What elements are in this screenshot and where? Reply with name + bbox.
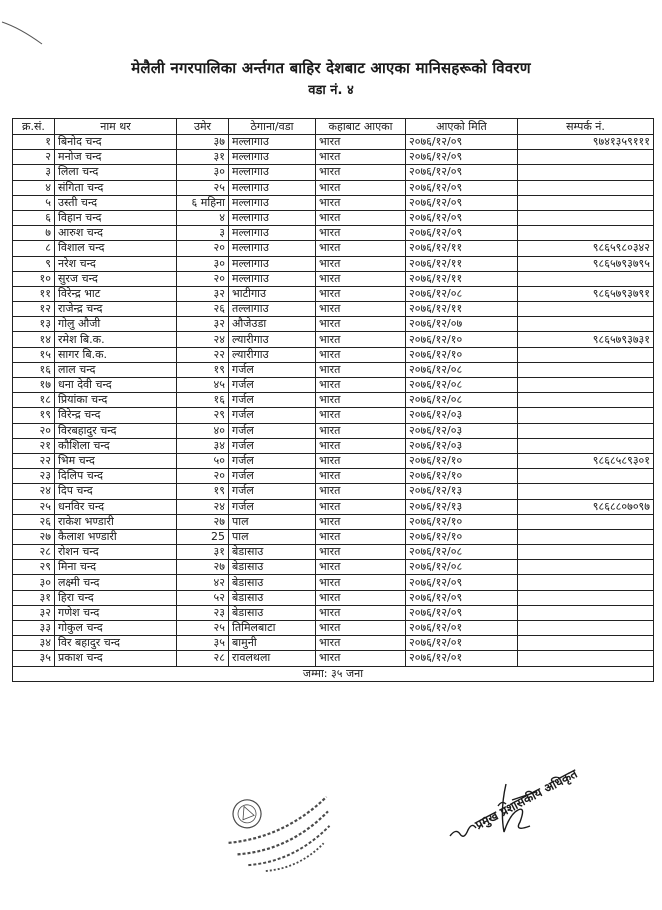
address-cell: मल्लागाउ bbox=[229, 256, 316, 271]
address-cell: गर्जल bbox=[229, 408, 316, 423]
arrival-date-cell: २०७६/१२/०३ bbox=[406, 438, 518, 453]
address-cell: गर्जल bbox=[229, 423, 316, 438]
contact-cell bbox=[518, 484, 654, 499]
ward-number: वडा नं. ४ bbox=[308, 83, 354, 98]
returnees-table bbox=[12, 118, 654, 682]
name-cell: रोशन चन्द bbox=[55, 545, 177, 560]
contact-cell: ९८६५७९३७९५ bbox=[518, 256, 654, 271]
arrival-date-cell: २०७६/१२/०८ bbox=[406, 560, 518, 575]
age-cell: ४२ bbox=[177, 575, 229, 590]
address-cell: मल्लागाउ bbox=[229, 195, 316, 210]
age-cell: ३२ bbox=[177, 286, 229, 301]
arrival-date-cell: २०७६/१२/०८ bbox=[406, 393, 518, 408]
serial-cell: २९ bbox=[13, 560, 55, 575]
table-row bbox=[13, 423, 654, 438]
arrival-date-cell: २०७६/१२/१० bbox=[406, 529, 518, 544]
serial-cell: ६ bbox=[13, 210, 55, 225]
table-row bbox=[13, 469, 654, 484]
came-from-cell: भारत bbox=[316, 378, 406, 393]
contact-cell bbox=[518, 302, 654, 317]
age-cell: १६ bbox=[177, 393, 229, 408]
arrival-date-cell: २०७६/१२/११ bbox=[406, 241, 518, 256]
serial-cell: १२ bbox=[13, 302, 55, 317]
arrival-date-cell: २०७६/१२/०९ bbox=[406, 165, 518, 180]
name-cell: आरुश चन्द bbox=[55, 226, 177, 241]
came-from-cell: भारत bbox=[316, 210, 406, 225]
came-from-cell: भारत bbox=[316, 590, 406, 605]
serial-cell: २० bbox=[13, 423, 55, 438]
serial-cell: १४ bbox=[13, 332, 55, 347]
column-header-name: नाम थर bbox=[55, 119, 177, 135]
name-cell: प्रियांका चन्द bbox=[55, 393, 177, 408]
arrival-date-cell: २०७६/१२/०७ bbox=[406, 317, 518, 332]
table-row bbox=[13, 378, 654, 393]
contact-cell bbox=[518, 317, 654, 332]
arrival-date-cell: २०७६/१२/०१ bbox=[406, 636, 518, 651]
age-cell: २४ bbox=[177, 499, 229, 514]
arrival-date-cell: २०७६/१२/०९ bbox=[406, 150, 518, 165]
serial-cell: १६ bbox=[13, 362, 55, 377]
age-cell: ६ महिना bbox=[177, 195, 229, 210]
came-from-cell: भारत bbox=[316, 393, 406, 408]
came-from-cell: भारत bbox=[316, 651, 406, 666]
age-cell: २६ bbox=[177, 302, 229, 317]
arrival-date-cell: २०७६/१२/०९ bbox=[406, 180, 518, 195]
address-cell: मल्लागाउ bbox=[229, 210, 316, 225]
table-row bbox=[13, 286, 654, 301]
arrival-date-cell: २०७६/१२/०९ bbox=[406, 210, 518, 225]
serial-cell: २३ bbox=[13, 469, 55, 484]
name-cell: गोकुल चन्द bbox=[55, 621, 177, 636]
table-row bbox=[13, 529, 654, 544]
table-row bbox=[13, 499, 654, 514]
arrival-date-cell: २०७६/१२/१० bbox=[406, 453, 518, 468]
arrival-date-cell: २०७६/१२/०९ bbox=[406, 605, 518, 620]
age-cell: ४ bbox=[177, 210, 229, 225]
came-from-cell: भारत bbox=[316, 135, 406, 150]
serial-cell: २८ bbox=[13, 545, 55, 560]
table-row bbox=[13, 636, 654, 651]
column-header-came-from: कहाबाट आएका bbox=[316, 119, 406, 135]
address-cell: गर्जल bbox=[229, 438, 316, 453]
signature-caption: प्रमुख प्रशासकीय अधिकृत bbox=[472, 766, 580, 833]
serial-cell: ५ bbox=[13, 195, 55, 210]
age-cell: ३४ bbox=[177, 438, 229, 453]
name-cell: नरेश चन्द bbox=[55, 256, 177, 271]
contact-cell bbox=[518, 575, 654, 590]
address-cell: औजेउडा bbox=[229, 317, 316, 332]
name-cell: राकेश भण्डारी bbox=[55, 514, 177, 529]
serial-cell: ३३ bbox=[13, 621, 55, 636]
table-row bbox=[13, 150, 654, 165]
came-from-cell: भारत bbox=[316, 484, 406, 499]
serial-cell: ३ bbox=[13, 165, 55, 180]
arrival-date-cell: २०७६/१२/१३ bbox=[406, 484, 518, 499]
table-row bbox=[13, 302, 654, 317]
age-cell: ३१ bbox=[177, 150, 229, 165]
name-cell: मिना चन्द bbox=[55, 560, 177, 575]
age-cell: १९ bbox=[177, 362, 229, 377]
arrival-date-cell: २०७६/१२/११ bbox=[406, 302, 518, 317]
table-row bbox=[13, 605, 654, 620]
age-cell: २७ bbox=[177, 514, 229, 529]
age-cell: २० bbox=[177, 469, 229, 484]
contact-cell bbox=[518, 378, 654, 393]
name-cell: संगिता चन्द bbox=[55, 180, 177, 195]
contact-cell: ९७४१३५९१११ bbox=[518, 135, 654, 150]
came-from-cell: भारत bbox=[316, 195, 406, 210]
age-cell: २७ bbox=[177, 560, 229, 575]
came-from-cell: भारत bbox=[316, 636, 406, 651]
came-from-cell: भारत bbox=[316, 165, 406, 180]
arrival-date-cell: २०७६/१२/११ bbox=[406, 271, 518, 286]
contact-cell bbox=[518, 210, 654, 225]
name-cell: विर बहादुर चन्द bbox=[55, 636, 177, 651]
arrival-date-cell: २०७६/१२/१० bbox=[406, 514, 518, 529]
table-row bbox=[13, 180, 654, 195]
serial-cell: ३२ bbox=[13, 605, 55, 620]
came-from-cell: भारत bbox=[316, 241, 406, 256]
name-cell: विरेन्द्र भाट bbox=[55, 286, 177, 301]
address-cell: तिमिलबाटा bbox=[229, 621, 316, 636]
table-row bbox=[13, 514, 654, 529]
serial-cell: ११ bbox=[13, 286, 55, 301]
column-header-age: उमेर bbox=[177, 119, 229, 135]
came-from-cell: भारत bbox=[316, 302, 406, 317]
column-header-address: ठेगाना/वडा bbox=[229, 119, 316, 135]
name-cell: धनविर चन्द bbox=[55, 499, 177, 514]
came-from-cell: भारत bbox=[316, 408, 406, 423]
name-cell: लिला चन्द bbox=[55, 165, 177, 180]
address-cell: तल्लागाउ bbox=[229, 302, 316, 317]
name-cell: धना देवी चन्द bbox=[55, 378, 177, 393]
age-cell: ५० bbox=[177, 453, 229, 468]
table-row bbox=[13, 545, 654, 560]
contact-cell bbox=[518, 651, 654, 666]
total-row bbox=[13, 666, 654, 681]
arrival-date-cell: २०७६/१२/०१ bbox=[406, 651, 518, 666]
serial-cell: २१ bbox=[13, 438, 55, 453]
age-cell: ३० bbox=[177, 256, 229, 271]
address-cell: गर्जल bbox=[229, 499, 316, 514]
name-cell: दिलिप चन्द bbox=[55, 469, 177, 484]
contact-cell bbox=[518, 195, 654, 210]
arrival-date-cell: २०७६/१२/१० bbox=[406, 469, 518, 484]
serial-cell: ८ bbox=[13, 241, 55, 256]
column-header-contact: सम्पर्क नं. bbox=[518, 119, 654, 135]
address-cell: बेडासाउ bbox=[229, 605, 316, 620]
table-row bbox=[13, 651, 654, 666]
contact-cell: ९८६५७९३७९१ bbox=[518, 286, 654, 301]
address-cell: मल्लागाउ bbox=[229, 135, 316, 150]
arrival-date-cell: २०७६/१२/०८ bbox=[406, 378, 518, 393]
serial-cell: ४ bbox=[13, 180, 55, 195]
serial-cell: ३४ bbox=[13, 636, 55, 651]
age-cell: ४० bbox=[177, 423, 229, 438]
came-from-cell: भारत bbox=[316, 469, 406, 484]
table-row bbox=[13, 135, 654, 150]
address-cell: गर्जल bbox=[229, 453, 316, 468]
name-cell: विरबहादुर चन्द bbox=[55, 423, 177, 438]
came-from-cell: भारत bbox=[316, 453, 406, 468]
serial-cell: ९ bbox=[13, 256, 55, 271]
contact-cell bbox=[518, 423, 654, 438]
name-cell: उस्ती चन्द bbox=[55, 195, 177, 210]
age-cell: ५२ bbox=[177, 590, 229, 605]
address-cell: बेडासाउ bbox=[229, 590, 316, 605]
serial-cell: २ bbox=[13, 150, 55, 165]
address-cell: बामुनी bbox=[229, 636, 316, 651]
name-cell: लाल चन्द bbox=[55, 362, 177, 377]
table-row bbox=[13, 256, 654, 271]
age-cell: ३० bbox=[177, 165, 229, 180]
official-signature bbox=[440, 770, 590, 880]
contact-cell bbox=[518, 362, 654, 377]
table-row bbox=[13, 195, 654, 210]
name-cell: रमेश बि.क. bbox=[55, 332, 177, 347]
address-cell: गर्जल bbox=[229, 484, 316, 499]
serial-cell: १५ bbox=[13, 347, 55, 362]
contact-cell bbox=[518, 271, 654, 286]
came-from-cell: भारत bbox=[316, 499, 406, 514]
name-cell: राजेन्द्र चन्द bbox=[55, 302, 177, 317]
name-cell: कैलाश भण्डारी bbox=[55, 529, 177, 544]
column-header-arrival-date: आएको मिति bbox=[406, 119, 518, 135]
name-cell: मनोज चन्द bbox=[55, 150, 177, 165]
contact-cell bbox=[518, 621, 654, 636]
serial-cell: २६ bbox=[13, 514, 55, 529]
column-header-serial: क्र.सं. bbox=[13, 119, 55, 135]
name-cell: गोलु औजी bbox=[55, 317, 177, 332]
table-row bbox=[13, 226, 654, 241]
contact-cell bbox=[518, 529, 654, 544]
serial-cell: ३५ bbox=[13, 651, 55, 666]
came-from-cell: भारत bbox=[316, 621, 406, 636]
arrival-date-cell: २०७६/१२/१० bbox=[406, 347, 518, 362]
arrival-date-cell: २०७६/१२/०९ bbox=[406, 195, 518, 210]
address-cell: गर्जल bbox=[229, 469, 316, 484]
name-cell: विशाल चन्द bbox=[55, 241, 177, 256]
table-row bbox=[13, 621, 654, 636]
table-row bbox=[13, 362, 654, 377]
contact-cell bbox=[518, 408, 654, 423]
name-cell: भिम चन्द bbox=[55, 453, 177, 468]
address-cell: मल्लागाउ bbox=[229, 165, 316, 180]
table-row bbox=[13, 332, 654, 347]
table-row bbox=[13, 560, 654, 575]
age-cell: २२ bbox=[177, 347, 229, 362]
came-from-cell: भारत bbox=[316, 575, 406, 590]
age-cell: २० bbox=[177, 271, 229, 286]
came-from-cell: भारत bbox=[316, 332, 406, 347]
came-from-cell: भारत bbox=[316, 545, 406, 560]
age-cell: ४५ bbox=[177, 378, 229, 393]
address-cell: मल्लागाउ bbox=[229, 241, 316, 256]
arrival-date-cell: २०७६/१२/०९ bbox=[406, 226, 518, 241]
age-cell: २९ bbox=[177, 408, 229, 423]
arrival-date-cell: २०७६/१२/०९ bbox=[406, 590, 518, 605]
contact-cell bbox=[518, 226, 654, 241]
address-cell: गर्जल bbox=[229, 362, 316, 377]
address-cell: रावलथला bbox=[229, 651, 316, 666]
name-cell: दिप चन्द bbox=[55, 484, 177, 499]
serial-cell: २५ bbox=[13, 499, 55, 514]
came-from-cell: भारत bbox=[316, 529, 406, 544]
contact-cell bbox=[518, 560, 654, 575]
came-from-cell: भारत bbox=[316, 180, 406, 195]
arrival-date-cell: २०७६/१२/०३ bbox=[406, 408, 518, 423]
age-cell: २८ bbox=[177, 651, 229, 666]
table-row bbox=[13, 453, 654, 468]
arrival-date-cell: २०७६/१२/०९ bbox=[406, 135, 518, 150]
name-cell: सागर बि.क. bbox=[55, 347, 177, 362]
name-cell: सुरज चन्द bbox=[55, 271, 177, 286]
age-cell: १९ bbox=[177, 484, 229, 499]
age-cell: २३ bbox=[177, 605, 229, 620]
address-cell: पाल bbox=[229, 529, 316, 544]
address-cell: मल्लागाउ bbox=[229, 226, 316, 241]
table-row bbox=[13, 393, 654, 408]
contact-cell bbox=[518, 347, 654, 362]
address-cell: बेडासाउ bbox=[229, 545, 316, 560]
arrival-date-cell: २०७६/१२/०८ bbox=[406, 362, 518, 377]
address-cell: मल्लागाउ bbox=[229, 180, 316, 195]
serial-cell: २४ bbox=[13, 484, 55, 499]
name-cell: प्रकाश चन्द bbox=[55, 651, 177, 666]
came-from-cell: भारत bbox=[316, 271, 406, 286]
address-cell: ल्यारीगाउ bbox=[229, 347, 316, 362]
table-row bbox=[13, 241, 654, 256]
arrival-date-cell: २०७६/१२/०१ bbox=[406, 621, 518, 636]
contact-cell: ९८६८८०७०९७ bbox=[518, 499, 654, 514]
came-from-cell: भारत bbox=[316, 560, 406, 575]
table-row bbox=[13, 317, 654, 332]
serial-cell: १३ bbox=[13, 317, 55, 332]
name-cell: विरेन्द्र चन्द bbox=[55, 408, 177, 423]
table-row bbox=[13, 347, 654, 362]
serial-cell: १९ bbox=[13, 408, 55, 423]
table-header-row bbox=[13, 119, 654, 135]
age-cell: २५ bbox=[177, 621, 229, 636]
contact-cell bbox=[518, 165, 654, 180]
serial-cell: १८ bbox=[13, 393, 55, 408]
table-row bbox=[13, 590, 654, 605]
age-cell: ३७ bbox=[177, 135, 229, 150]
address-cell: पाल bbox=[229, 514, 316, 529]
came-from-cell: भारत bbox=[316, 256, 406, 271]
came-from-cell: भारत bbox=[316, 362, 406, 377]
contact-cell bbox=[518, 469, 654, 484]
table-row bbox=[13, 484, 654, 499]
address-cell: मल्लागाउ bbox=[229, 150, 316, 165]
table-row bbox=[13, 438, 654, 453]
serial-cell: १७ bbox=[13, 378, 55, 393]
serial-cell: ७ bbox=[13, 226, 55, 241]
serial-cell: ३१ bbox=[13, 590, 55, 605]
table-row bbox=[13, 165, 654, 180]
name-cell: गणेश चन्द bbox=[55, 605, 177, 620]
arrival-date-cell: २०७६/१२/११ bbox=[406, 256, 518, 271]
table-row bbox=[13, 271, 654, 286]
arrival-date-cell: २०७६/१२/१३ bbox=[406, 499, 518, 514]
name-cell: हिरा चन्द bbox=[55, 590, 177, 605]
came-from-cell: भारत bbox=[316, 286, 406, 301]
municipality-seal bbox=[222, 776, 342, 886]
address-cell: गर्जल bbox=[229, 393, 316, 408]
table-body bbox=[13, 135, 654, 667]
address-cell: मल्लागाउ bbox=[229, 271, 316, 286]
arrival-date-cell: २०७६/१२/०८ bbox=[406, 286, 518, 301]
contact-cell bbox=[518, 180, 654, 195]
table-row bbox=[13, 575, 654, 590]
name-cell: लक्ष्मी चन्द bbox=[55, 575, 177, 590]
contact-cell: ९८६८५८९३०१ bbox=[518, 453, 654, 468]
corner-scribble bbox=[0, 0, 60, 50]
came-from-cell: भारत bbox=[316, 150, 406, 165]
came-from-cell: भारत bbox=[316, 423, 406, 438]
contact-cell bbox=[518, 545, 654, 560]
came-from-cell: भारत bbox=[316, 438, 406, 453]
table-row bbox=[13, 408, 654, 423]
came-from-cell: भारत bbox=[316, 347, 406, 362]
table-row bbox=[13, 210, 654, 225]
contact-cell bbox=[518, 150, 654, 165]
contact-cell bbox=[518, 605, 654, 620]
contact-cell bbox=[518, 590, 654, 605]
serial-cell: १० bbox=[13, 271, 55, 286]
contact-cell bbox=[518, 514, 654, 529]
contact-cell bbox=[518, 393, 654, 408]
address-cell: गर्जल bbox=[229, 378, 316, 393]
arrival-date-cell: २०७६/१२/०९ bbox=[406, 575, 518, 590]
contact-cell bbox=[518, 636, 654, 651]
address-cell: भाटीगाउ bbox=[229, 286, 316, 301]
serial-cell: २७ bbox=[13, 529, 55, 544]
age-cell: 25 bbox=[177, 529, 229, 544]
name-cell: विहान चन्द bbox=[55, 210, 177, 225]
address-cell: ल्यारीगाउ bbox=[229, 332, 316, 347]
age-cell: ३५ bbox=[177, 636, 229, 651]
name-cell: कौशिला चन्द bbox=[55, 438, 177, 453]
arrival-date-cell: २०७६/१२/१० bbox=[406, 332, 518, 347]
contact-cell: ९८६५७९३७३१ bbox=[518, 332, 654, 347]
address-cell: बेडासाउ bbox=[229, 560, 316, 575]
total-count: जम्मा: ३५ जना bbox=[13, 666, 654, 681]
contact-cell bbox=[518, 438, 654, 453]
came-from-cell: भारत bbox=[316, 226, 406, 241]
serial-cell: १ bbox=[13, 135, 55, 150]
age-cell: २५ bbox=[177, 180, 229, 195]
arrival-date-cell: २०७६/१२/०८ bbox=[406, 545, 518, 560]
came-from-cell: भारत bbox=[316, 514, 406, 529]
serial-cell: २२ bbox=[13, 453, 55, 468]
name-cell: बिनोद चन्द bbox=[55, 135, 177, 150]
age-cell: ३२ bbox=[177, 317, 229, 332]
document-title: मेलैली नगरपालिका अर्न्तगत बाहिर देशबाट आएका मानिसहरूको विवरण bbox=[131, 59, 531, 77]
came-from-cell: भारत bbox=[316, 605, 406, 620]
age-cell: ३ bbox=[177, 226, 229, 241]
address-cell: बेडासाउ bbox=[229, 575, 316, 590]
arrival-date-cell: २०७६/१२/०३ bbox=[406, 423, 518, 438]
age-cell: २४ bbox=[177, 332, 229, 347]
serial-cell: ३० bbox=[13, 575, 55, 590]
contact-cell: ९८६५९८०३४२ bbox=[518, 241, 654, 256]
age-cell: २० bbox=[177, 241, 229, 256]
came-from-cell: भारत bbox=[316, 317, 406, 332]
age-cell: ३१ bbox=[177, 545, 229, 560]
